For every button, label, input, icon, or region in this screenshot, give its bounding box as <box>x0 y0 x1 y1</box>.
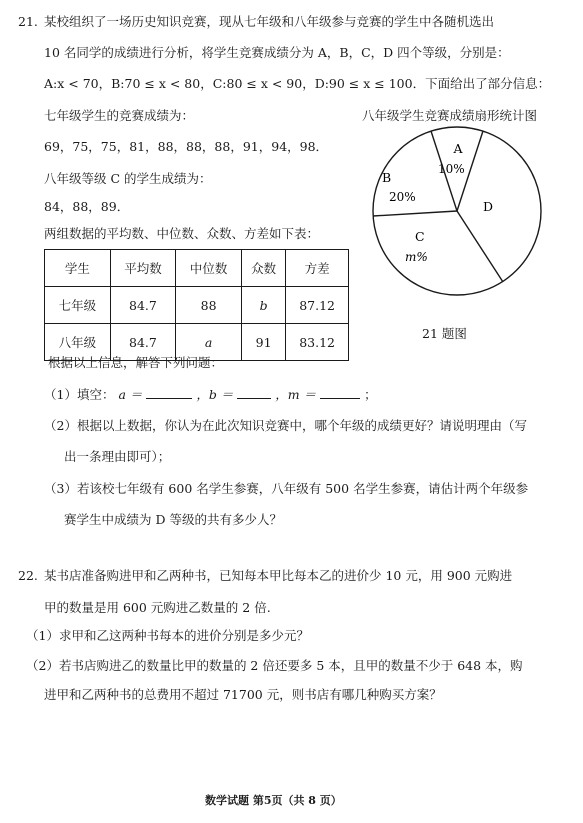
q21-sub2-line1: （2）根据以上数据，你认为在此次知识竞赛中，哪个年级的成绩更好？请说明理由（写 <box>44 418 527 433</box>
q21-line2: 10 名同学的成绩进行分析，将学生竞赛成绩分为 A，B，C，D 四个等级，分别是： <box>44 45 510 60</box>
q22-line1: 某书店准备购进甲和乙两种书，已知每本甲比每本乙的进价少 10 元，用 900 元购进 <box>44 568 513 583</box>
pie-pct-a: 10% <box>438 162 465 176</box>
q21-sub1-b-label: ，b ＝ <box>196 387 234 402</box>
q21-sub1-a-label: a ＝ <box>118 387 143 402</box>
q21-sub2-line2: 出一条理由即可）； <box>64 449 171 464</box>
table-header-cell: 学生 <box>45 250 111 287</box>
q21-grade7-label: 七年级学生的竞赛成绩为： <box>44 108 195 123</box>
q21-sub1 <box>44 386 377 402</box>
answer-blank-m[interactable] <box>320 386 360 399</box>
q22-sub2-line1: （2）若书店购进乙的数量比甲的数量的 2 倍还要多 5 本，且甲的数量不少于 648 本，购 <box>26 658 523 673</box>
q21-sub3-line2: 赛学生中成绩为 D 等级的共有多少人？ <box>64 512 282 527</box>
table-cell: 八年级 <box>45 324 111 361</box>
q21-grade-ranges: A:x < 70，B:70 ≤ x < 80，C:80 ≤ x < 90，D:90 ≤ x ≤ 100．下面给出了部分信息： <box>44 76 551 91</box>
pie-label-c: C <box>415 229 425 244</box>
table-cell: 83.12 <box>286 324 349 361</box>
table-cell: 87.12 <box>286 287 349 324</box>
q21-line1: 某校组织了一场历史知识竞赛，现从七年级和八年级参与竞赛的学生中各随机选出 <box>44 14 495 29</box>
q21-sub3-line1: （3）若该校七年级有 600 名学生参赛，八年级有 500 名学生参赛，请估计两个年级参 <box>44 481 529 496</box>
q21-number: 21. <box>18 14 38 29</box>
pie-caption: 21 题图 <box>422 326 467 341</box>
pie-pct-c: m% <box>405 250 428 264</box>
q21-sub1-prefix: （1）填空： <box>44 387 115 402</box>
pie-label-d: D <box>483 199 494 214</box>
q21-sub1-end: ； <box>364 387 377 402</box>
table-header-cell: 中位数 <box>176 250 242 287</box>
pie-pct-b: 20% <box>389 190 416 204</box>
q22-sub2-line2: 进甲和乙两种书的总费用不超过 71700 元，则书店有哪几种购买方案？ <box>44 687 442 702</box>
q21-table-intro: 两组数据的平均数、中位数、众数、方差如下表： <box>44 226 320 241</box>
pie-divider-c-d <box>457 211 503 282</box>
table-row <box>45 287 349 324</box>
table-cell: a <box>176 324 242 361</box>
answer-blank-a[interactable] <box>146 386 192 399</box>
q22-sub1: （1）求甲和乙这两种书每本的进价分别是多少元？ <box>26 628 309 643</box>
table-header-cell: 平均数 <box>110 250 176 287</box>
pie-divider-b-c <box>373 211 457 216</box>
table-header-row <box>45 250 349 287</box>
q21-instruction: 根据以上信息，解答下列问题： <box>48 355 224 370</box>
q21-grade8-c-label: 八年级等级 C 的学生成绩为： <box>44 171 212 186</box>
table-cell: 七年级 <box>45 287 111 324</box>
table-cell: 91 <box>241 324 285 361</box>
pie-chart <box>355 125 555 300</box>
table-header-cell: 众数 <box>241 250 285 287</box>
table-cell: 88 <box>176 287 242 324</box>
table-cell: b <box>241 287 285 324</box>
table-header-cell: 方差 <box>286 250 349 287</box>
pie-label-a: A <box>453 141 463 156</box>
q22-number: 22. <box>18 568 38 583</box>
q21-sub1-m-label: ，m ＝ <box>275 387 317 402</box>
page-footer: 数学试题 第5页（共 8 页） <box>205 794 342 807</box>
table-cell: 84.7 <box>110 324 176 361</box>
answer-blank-b[interactable] <box>237 386 271 399</box>
pie-title: 八年级学生竞赛成绩扇形统计图 <box>362 108 538 123</box>
q21-grade8-c-scores: 84，88，89． <box>44 199 130 214</box>
table-cell: 84.7 <box>110 287 176 324</box>
q21-grade7-scores: 69，75，75，81，88，88，88，91，94，98． <box>44 139 329 154</box>
stats-table <box>44 249 349 361</box>
pie-label-b: B <box>382 170 392 185</box>
q22-line2: 甲的数量是用 600 元购进乙数量的 2 倍. <box>44 600 271 615</box>
